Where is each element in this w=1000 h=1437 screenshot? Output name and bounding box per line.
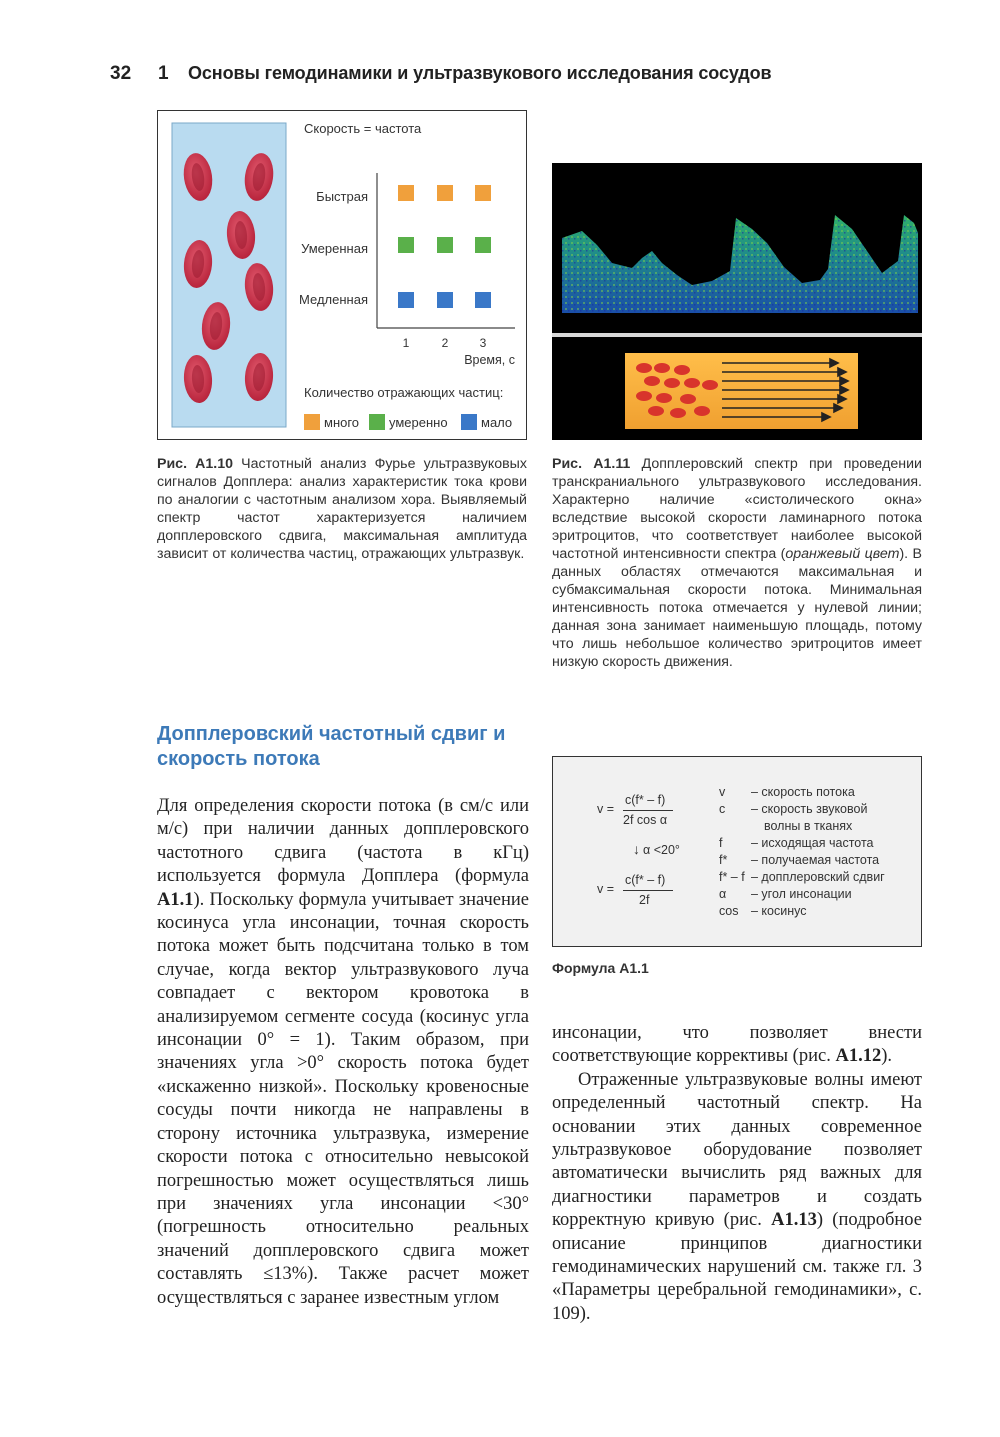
figure-ref[interactable]: A1.1 xyxy=(157,889,194,910)
legend-label-moderate: умеренно xyxy=(389,415,448,430)
formula-denominator-1: 2f cos α xyxy=(623,813,668,827)
caption-a1-11 xyxy=(552,455,922,671)
squares-medium xyxy=(398,237,491,253)
body-text: ). xyxy=(881,1046,892,1067)
figure-ref[interactable]: A1.13 xyxy=(771,1210,817,1231)
chapter-number: 1 xyxy=(158,63,169,84)
row-label-slow: Медленная xyxy=(299,292,368,307)
body-text: Для определения скорости потока (в см/с или м/с) при наличии данных допплеровского частотного сдвига (частота в кГц) используется формула Допплера (формула xyxy=(157,796,529,887)
legend-sym: f* – f xyxy=(719,870,745,884)
caption-a1-10 xyxy=(157,455,527,563)
legend-desc: волны в тканях xyxy=(764,819,853,833)
caption-text: Частотный анализ Фурье ультразвуковых сигналов Допплера: анализ характеристик тока крови по аналогии с частотным анализом хора. Выявляемый спектр частот характеризуется наличием допплеровского сдвига, максимальная амплитуда зависит от количества частиц, отражающих ультразвук. xyxy=(157,456,527,562)
down-arrow-icon: ↓ xyxy=(633,841,640,857)
caption-text-2: ). В данных областях отмечаются максимальная и субмаксимальная скорости потока. Минимальная интенсивность потока отмечается у нулевой линии; данная зона занимает наименьшую площадь, потому что лишь небольшое количество эритроцитов имеет низкую скорость движения. xyxy=(552,546,922,670)
legend-desc: – допплеровский сдвиг xyxy=(751,870,885,884)
legend-title: Количество отражающих частиц: xyxy=(304,385,504,400)
formula-label: Формула A1.1 xyxy=(552,960,649,976)
fig10-title: Скорость = частота xyxy=(304,121,422,136)
legend-desc: – исходящая частота xyxy=(751,836,874,850)
legend-swatch-few xyxy=(461,414,477,430)
squares-slow xyxy=(398,292,491,308)
legend-sym: f* xyxy=(719,853,728,867)
legend-sym: f xyxy=(719,836,723,850)
row-label-fast: Быстрая xyxy=(316,189,368,204)
body-column-left xyxy=(157,795,529,1310)
body-text: ) (подробное описание принципов диагностики гемодинамических нарушений см. также гл. 3 «Параметры церебральной гемодинамики», с. 109). xyxy=(552,1210,922,1324)
legend-sym: α xyxy=(719,887,727,901)
body-column-right xyxy=(552,1022,922,1326)
squares-fast xyxy=(398,185,491,201)
angle-condition: α <20° xyxy=(643,843,680,857)
formula-denominator-2: 2f xyxy=(639,893,650,907)
x-tick-1: 1 xyxy=(402,336,410,350)
caption-text-1: Допплеровский спектр при проведении транскраниального ультразвукового исследования. Характерно наличие «систолического окна» вследствие высокой скорости ламинарного потока эритроцитов, что соответствует наиболее высокой частотной интенсивности спектра ( xyxy=(552,456,922,562)
body-paragraph xyxy=(157,795,529,1310)
body-text: инсонации, что позволяет внести соответствующие коррективы (рис. xyxy=(552,1023,922,1067)
figure-ref[interactable]: A1.12 xyxy=(835,1046,882,1067)
formula-numerator-2: c(f* – f) xyxy=(625,873,666,887)
caption-label: Рис. A1.11 xyxy=(552,456,631,472)
legend-swatch-many xyxy=(304,414,320,430)
body-text: ). Поскольку формула учитывает значение косинуса угла инсонации, точная скорость потока может быть подсчитана только в том случае, когда вектор ультразвукового луча совпадает с вектором кровотока в анализируемом сегменте сосуда (косинус угла инсонации 0° = 1). Таким образом, при значениях угла >0° скорость потока будет «искаженно низкой». Поскольку кровеносные сосуды почти никогда не направлены в сторону источника ультразвука, измерение скорости потока с относительно невысокой погрешностью может осуществляться лишь при значениях угла инсонации <30° (погрешность относительно реальных значений допплеровского сдвига может составлять ≤13%). Также расчет может осуществляться с заранее известным углом xyxy=(157,889,529,1308)
formula-lhs-2: v = xyxy=(597,882,615,896)
legend-sym: cos xyxy=(719,904,739,918)
legend-sym: v xyxy=(719,785,726,799)
formula-numerator-1: c(f* – f) xyxy=(625,793,666,807)
body-paragraph xyxy=(552,1069,922,1326)
formula-lhs-1: v = xyxy=(597,802,615,816)
legend-desc: – угол инсонации xyxy=(751,887,852,901)
caption-label: Рис. A1.10 xyxy=(157,456,234,472)
fraction-bar-1 xyxy=(623,810,673,811)
zero-line xyxy=(552,333,922,337)
x-axis-label: Время, с xyxy=(464,353,515,367)
legend-desc: – косинус xyxy=(751,904,807,918)
legend-desc: – скорость звуковой xyxy=(751,802,868,816)
x-tick-2: 2 xyxy=(441,336,449,350)
body-paragraph xyxy=(552,1022,922,1069)
legend-desc: – получаемая частота xyxy=(751,853,880,867)
section-title: Допплеровский частотный сдвиг и скорость потока xyxy=(157,723,506,770)
legend-label-few: мало xyxy=(481,415,513,430)
legend-label-many: много xyxy=(324,415,360,430)
legend-desc: – скорость потока xyxy=(751,785,855,799)
figure-a1-10 xyxy=(157,110,527,440)
fraction-bar-2 xyxy=(623,890,673,891)
legend-sym: c xyxy=(719,802,726,816)
figure-a1-11 xyxy=(552,163,922,440)
page-number: 32 xyxy=(110,63,132,84)
caption-text-italic: оранжевый цвет xyxy=(785,546,900,562)
formula-box xyxy=(552,756,922,947)
row-label-medium: Умеренная xyxy=(301,241,368,256)
legend-swatch-moderate xyxy=(369,414,385,430)
x-tick-3: 3 xyxy=(479,336,487,350)
chapter-title: Основы гемодинамики и ультразвукового исследования сосудов xyxy=(188,63,772,83)
body-text: Отраженные ультразвуковые волны имеют определенный частотный спектр. На основании этих данных современное ультразвуковое оборудование позволяет автоматически вычислить ряд важных для диагностики параметров и создать корректную кривую (рис. xyxy=(552,1069,922,1231)
